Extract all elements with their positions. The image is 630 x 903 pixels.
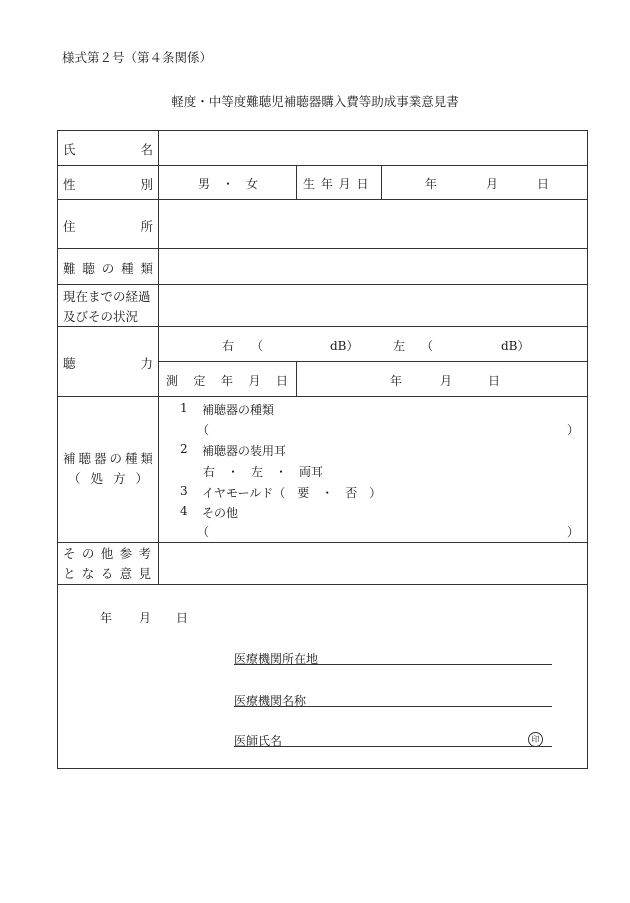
signature-month-unit: 月 [139,611,152,625]
institution-name-line[interactable] [234,706,552,707]
row-divider [57,165,588,166]
institution-name-label: 医療機関名称 [234,694,307,708]
sex-options[interactable]: 男 ・ 女 [198,177,259,191]
item-1-paren-close: ） [567,423,580,437]
item-1-text: 補聴器の種類 [202,403,275,417]
doctor-name-label: 医師氏名 [234,734,283,748]
birth-day-unit: 日 [537,177,550,191]
right-ear-unit: dB） [330,339,359,353]
seal-mark: 印 [528,731,543,747]
right-ear-paren: （ [251,339,264,353]
row-divider [57,199,588,200]
sex-label: 性 別 [63,177,153,192]
left-ear-unit: dB） [501,339,530,353]
item-4-paren-open: （ [197,525,210,539]
left-ear-label: 左 [393,339,406,353]
signature-year-unit: 年 [100,611,113,625]
column-divider [296,165,297,199]
measurement-date-label: 測 定 年 月 日 [166,374,288,388]
name-label: 氏 名 [63,142,153,157]
row-divider [158,361,588,362]
address-field[interactable] [160,201,586,246]
hearing-level-label: 聴 力 [63,356,153,371]
institution-address-label: 医療機関所在地 [234,652,319,666]
birth-year-unit: 年 [425,177,438,191]
name-field[interactable] [160,132,586,163]
other-opinions-label: そ の 他 参 考 と な る 意 見 [63,546,151,581]
measure-month-unit: 月 [440,374,453,388]
institution-address-line[interactable] [234,664,552,665]
column-divider [158,130,159,584]
item-2-options[interactable]: 右 ・ 左 ・ 両耳 [203,465,324,479]
item-3-text[interactable]: イヤモールド（ 要 ・ 否 ） [202,486,382,500]
birth-month-unit: 月 [486,177,499,191]
other-opinions-field[interactable] [160,544,586,582]
item-4-number: 4 [180,504,188,518]
signature-day-unit: 日 [176,611,189,625]
history-label: 現在までの経過 及びその状況 [63,289,151,324]
aid-type-label: 補 聴 器 の 種 類 （ 処 方 ） [63,451,153,486]
row-divider [57,396,588,397]
measure-year-unit: 年 [390,374,403,388]
item-4-text: その他 [202,506,239,520]
address-label: 住 所 [63,219,153,234]
row-divider [57,542,588,543]
history-field[interactable] [160,286,586,324]
birthdate-label: 生 年 月 日 [303,177,370,191]
column-divider [381,165,382,199]
hearing-loss-type-label: 難 聴 の 種 類 [63,261,153,276]
row-divider [57,248,588,249]
measure-day-unit: 日 [488,374,501,388]
left-ear-paren: （ [421,339,434,353]
right-ear-label: 右 [222,339,235,353]
row-divider [57,584,588,585]
item-2-text: 補聴器の装用耳 [202,444,287,458]
page-title: 軽度・中等度難聴児補聴器購入費等助成事業意見書 [171,94,459,109]
item-2-number: 2 [180,442,188,456]
row-divider [57,284,588,285]
form-number: 様式第２号（第４条関係） [62,50,213,65]
hearing-loss-type-field[interactable] [160,250,586,282]
item-3-number: 3 [180,484,188,498]
item-1-paren-open: （ [197,423,210,437]
doctor-name-line[interactable] [234,746,552,747]
item-1-number: 1 [180,401,188,415]
item-4-paren-close: ） [567,525,580,539]
column-divider [296,361,297,396]
